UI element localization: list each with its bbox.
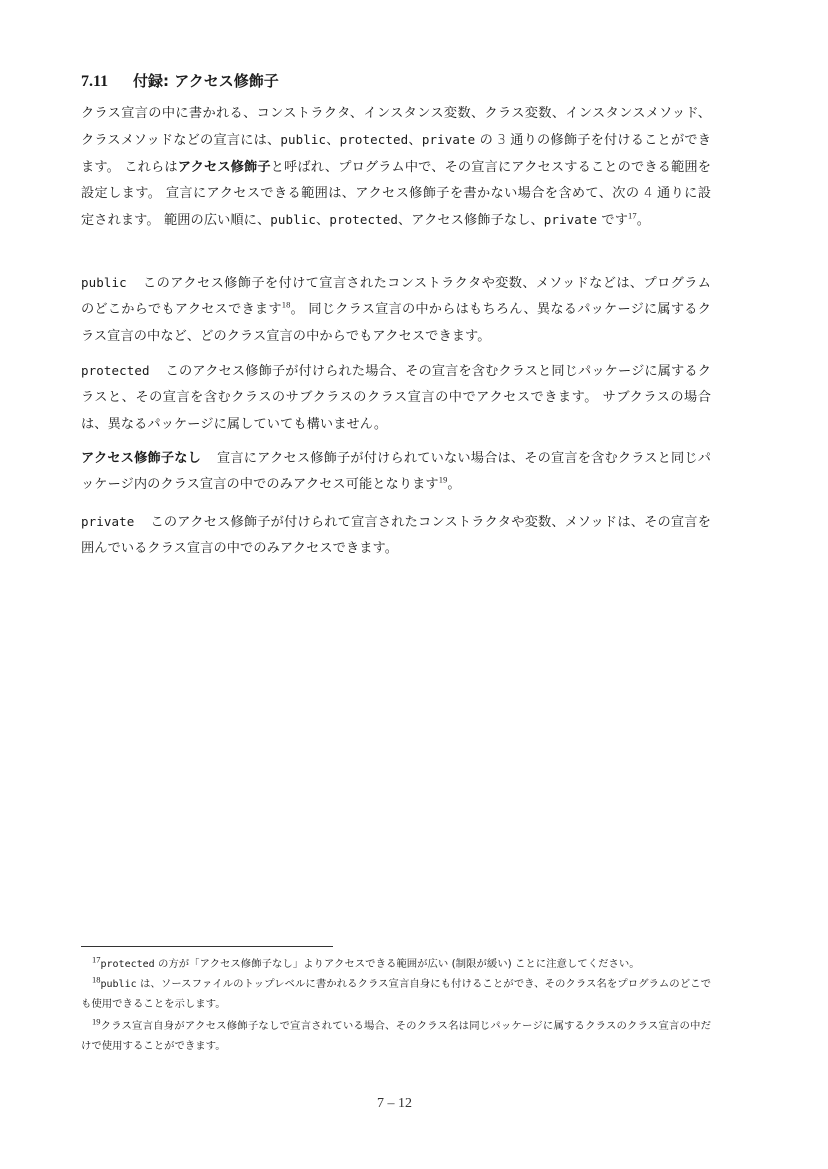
emphasized-term: アクセス修飾子	[177, 159, 271, 175]
definition-term: private	[81, 514, 135, 529]
footnote-17	[81, 955, 711, 975]
section-title: 付録: アクセス修飾子	[133, 72, 279, 90]
definition-term: アクセス修飾子なし	[81, 451, 201, 466]
definition-text: このアクセス修飾子を付けて宣言されたコンストラクタや変数、メソッドなどは、プログラムのどこからでもアクセスできます	[81, 276, 711, 318]
definition-public	[81, 270, 711, 350]
section-heading	[81, 70, 279, 91]
footnote-number: 19	[92, 1016, 101, 1027]
footnote-text: クラス宣言自身がアクセス修飾子なしで宣言されている場合、そのクラス名は同じパッケージに属するクラスのクラス宣言の中だけで使用することができます。	[81, 1020, 711, 1052]
footnote-number: 18	[92, 974, 101, 985]
intro-text: です	[597, 213, 628, 229]
intro-text: クラス宣言の中に書かれる、コンストラクタ、インスタンス変数、クラス変数、インスタンスメソッド、クラスメソッドなどの宣言には、	[81, 106, 711, 149]
footnote-ref-18[interactable]: 18	[281, 299, 291, 310]
definition-text: 。 同じクラス宣言の中からはもちろん、異なるパッケージに属するクラス宣言の中など、どのクラス宣言の中からでもアクセスできます。	[81, 302, 711, 344]
definition-text: このアクセス修飾子が付けられて宣言されたコンストラクタや変数、メソッドは、その宣言を囲んでいるクラス宣言の中でのみアクセスできます。	[81, 515, 711, 557]
definition-text: 宣言にアクセス修飾子が付けられていない場合は、その宣言を含むクラスと同じパッケージ内のクラス宣言の中でのみアクセス可能となります	[81, 451, 711, 493]
period: 。	[636, 213, 650, 229]
keyword-private: private	[543, 212, 598, 228]
intro-paragraph	[81, 101, 711, 234]
definition-protected	[81, 358, 711, 438]
definition-text: このアクセス修飾子が付けられた場合、その宣言を含むクラスと同じパッケージに属するクラスと、その宣言を含むクラスのサブクラスのクラス宣言の中でアクセスできます。 サブクラスの場合は、異なるパッケージに属していても構いません。	[81, 364, 711, 432]
intro-text: と呼ばれ、プログラム中で、その宣言にアクセスすることのできる範囲を設定します。 宣言にアクセスできる範囲は、アクセス修飾子を書かない場合を含めて、次の 4 通りに設定されます。 範囲の広い順に、	[81, 159, 712, 229]
intro-text: の 3 通りの修飾子を付けることができます。 これらは	[81, 133, 712, 175]
footnote-code: public	[100, 979, 137, 990]
keyword-public: public	[270, 212, 317, 228]
footnote-code: protected	[100, 959, 155, 970]
separator: 、	[316, 213, 330, 229]
separator: 、	[326, 133, 340, 149]
separator: 、	[408, 133, 422, 149]
footnote-text: の方が「アクセス修飾子なし」よりアクセスできる範囲が広い (制限が緩い) ことに注意してください。	[154, 958, 640, 970]
keyword-public: public	[280, 132, 327, 148]
definition-term: protected	[81, 363, 150, 378]
footnote-19	[81, 1017, 711, 1056]
footnote-number: 17	[92, 954, 101, 965]
intro-text: 、アクセス修飾子なし、	[397, 213, 544, 229]
keyword-private: private	[421, 132, 476, 148]
footnote-18	[81, 975, 711, 1014]
keyword-protected: protected	[339, 132, 409, 148]
footnote-ref-19[interactable]: 19	[438, 474, 448, 485]
section-number: 7.11	[81, 73, 109, 90]
footnote-ref-17[interactable]: 17	[628, 210, 637, 221]
footnote-text: は、ソースファイルのトップレベルに書かれるクラス宣言自身にも付けることができ、そのクラス名をプログラムのどこでも使用できることを示します。	[81, 978, 711, 1010]
footnote-divider	[81, 946, 333, 947]
page-number: 7 – 12	[377, 1096, 412, 1111]
definition-term: public	[81, 275, 127, 290]
keyword-protected: protected	[329, 212, 398, 228]
definition-private	[81, 509, 711, 563]
definition-text: 。	[447, 477, 461, 493]
definition-no-modifier	[81, 446, 711, 499]
